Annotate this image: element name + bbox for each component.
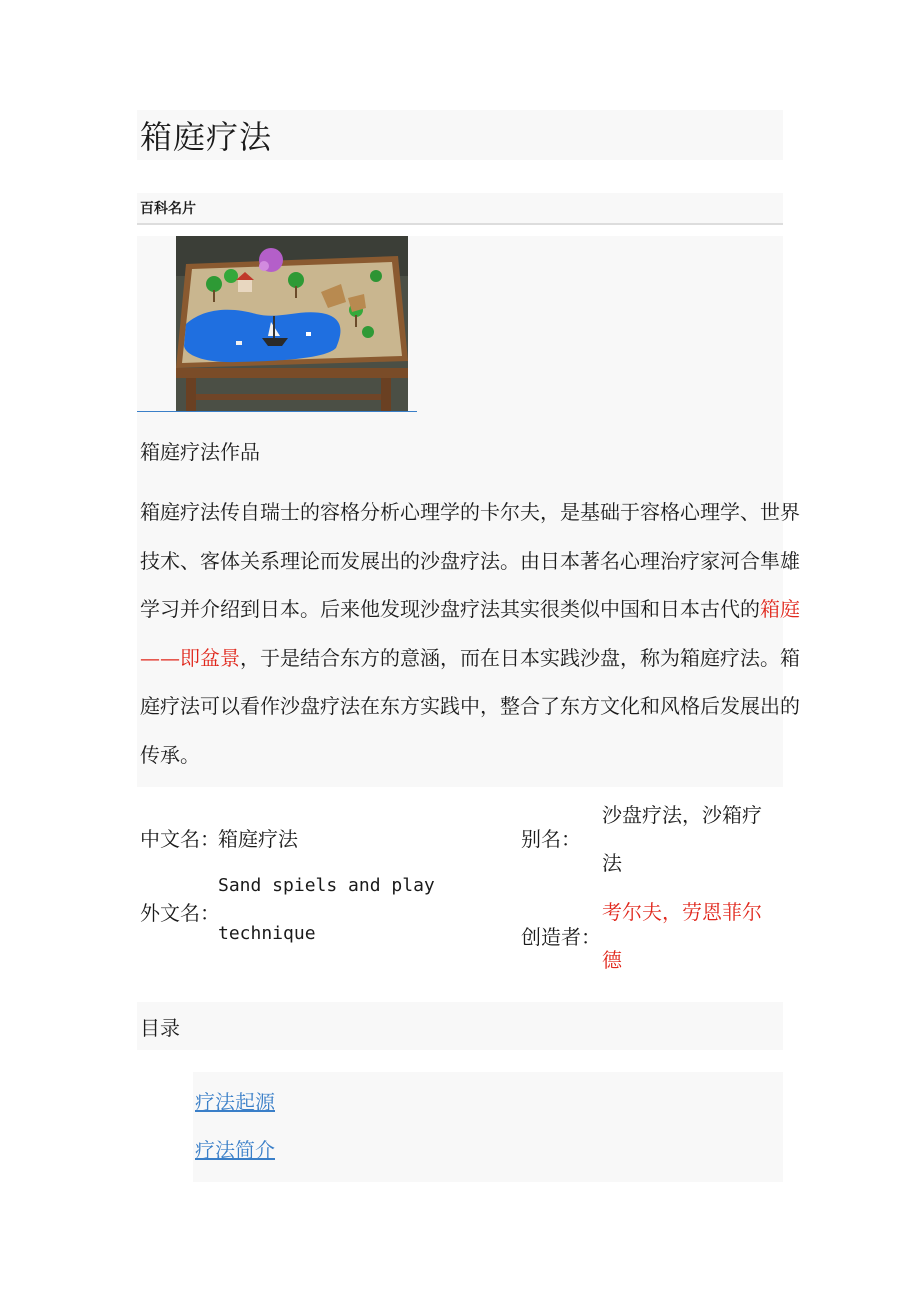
page-title: 箱庭疗法: [140, 118, 273, 156]
basic-info-table: [137, 787, 783, 987]
title-box: [137, 110, 783, 160]
intro-text-part1: 箱庭疗法传自瑞士的容格分析心理学的卡尔夫，是基础于容格心理学、世界技术、客体关系理论而发展出的沙盘疗法。由日本著名心理治疗家河合隼雄学习并介绍到日本。后来他发现沙盘疗法其实很类似中国和日本古代的: [140, 500, 800, 621]
infobox-header: 百科名片: [137, 193, 783, 225]
infobox-image-link[interactable]: [137, 236, 417, 412]
sandtray-photo: [176, 236, 408, 411]
alias-value-line2: 法: [602, 851, 622, 875]
toc-link-origin[interactable]: 疗法起源: [195, 1090, 275, 1114]
creator-value-line2[interactable]: 德: [602, 948, 622, 972]
chinese-name-value: 箱庭疗法: [218, 827, 298, 851]
toc-header: 目录: [137, 1002, 783, 1050]
alias-value-line1: 沙盘疗法，沙箱疗: [602, 803, 762, 827]
foreign-name-label: 外文名：: [140, 901, 220, 925]
image-caption: 箱庭疗法作品: [140, 440, 260, 464]
alias-label: 别名：: [521, 827, 581, 851]
intro-highlight-link[interactable]: 箱庭——即盆景: [140, 597, 800, 670]
infobox-card: [137, 236, 800, 787]
chinese-name-label: 中文名：: [140, 827, 220, 851]
toc-list: [193, 1072, 783, 1182]
intro-paragraph: [137, 465, 800, 779]
foreign-name-value-line2: technique: [218, 923, 316, 944]
foreign-name-value-line1: Sand spiels and play: [218, 875, 435, 896]
article: [137, 110, 800, 1182]
creator-value-line1[interactable]: 考尔夫，劳恩菲尔: [602, 900, 762, 924]
creator-label: 创造者：: [521, 925, 601, 949]
intro-text-part2: ，于是结合东方的意涵，而在日本实践沙盘，称为箱庭疗法。箱庭疗法可以看作沙盘疗法在东方实践中，整合了东方文化和风格后发展出的传承。: [140, 645, 800, 767]
toc-link-intro[interactable]: 疗法简介: [195, 1138, 275, 1162]
